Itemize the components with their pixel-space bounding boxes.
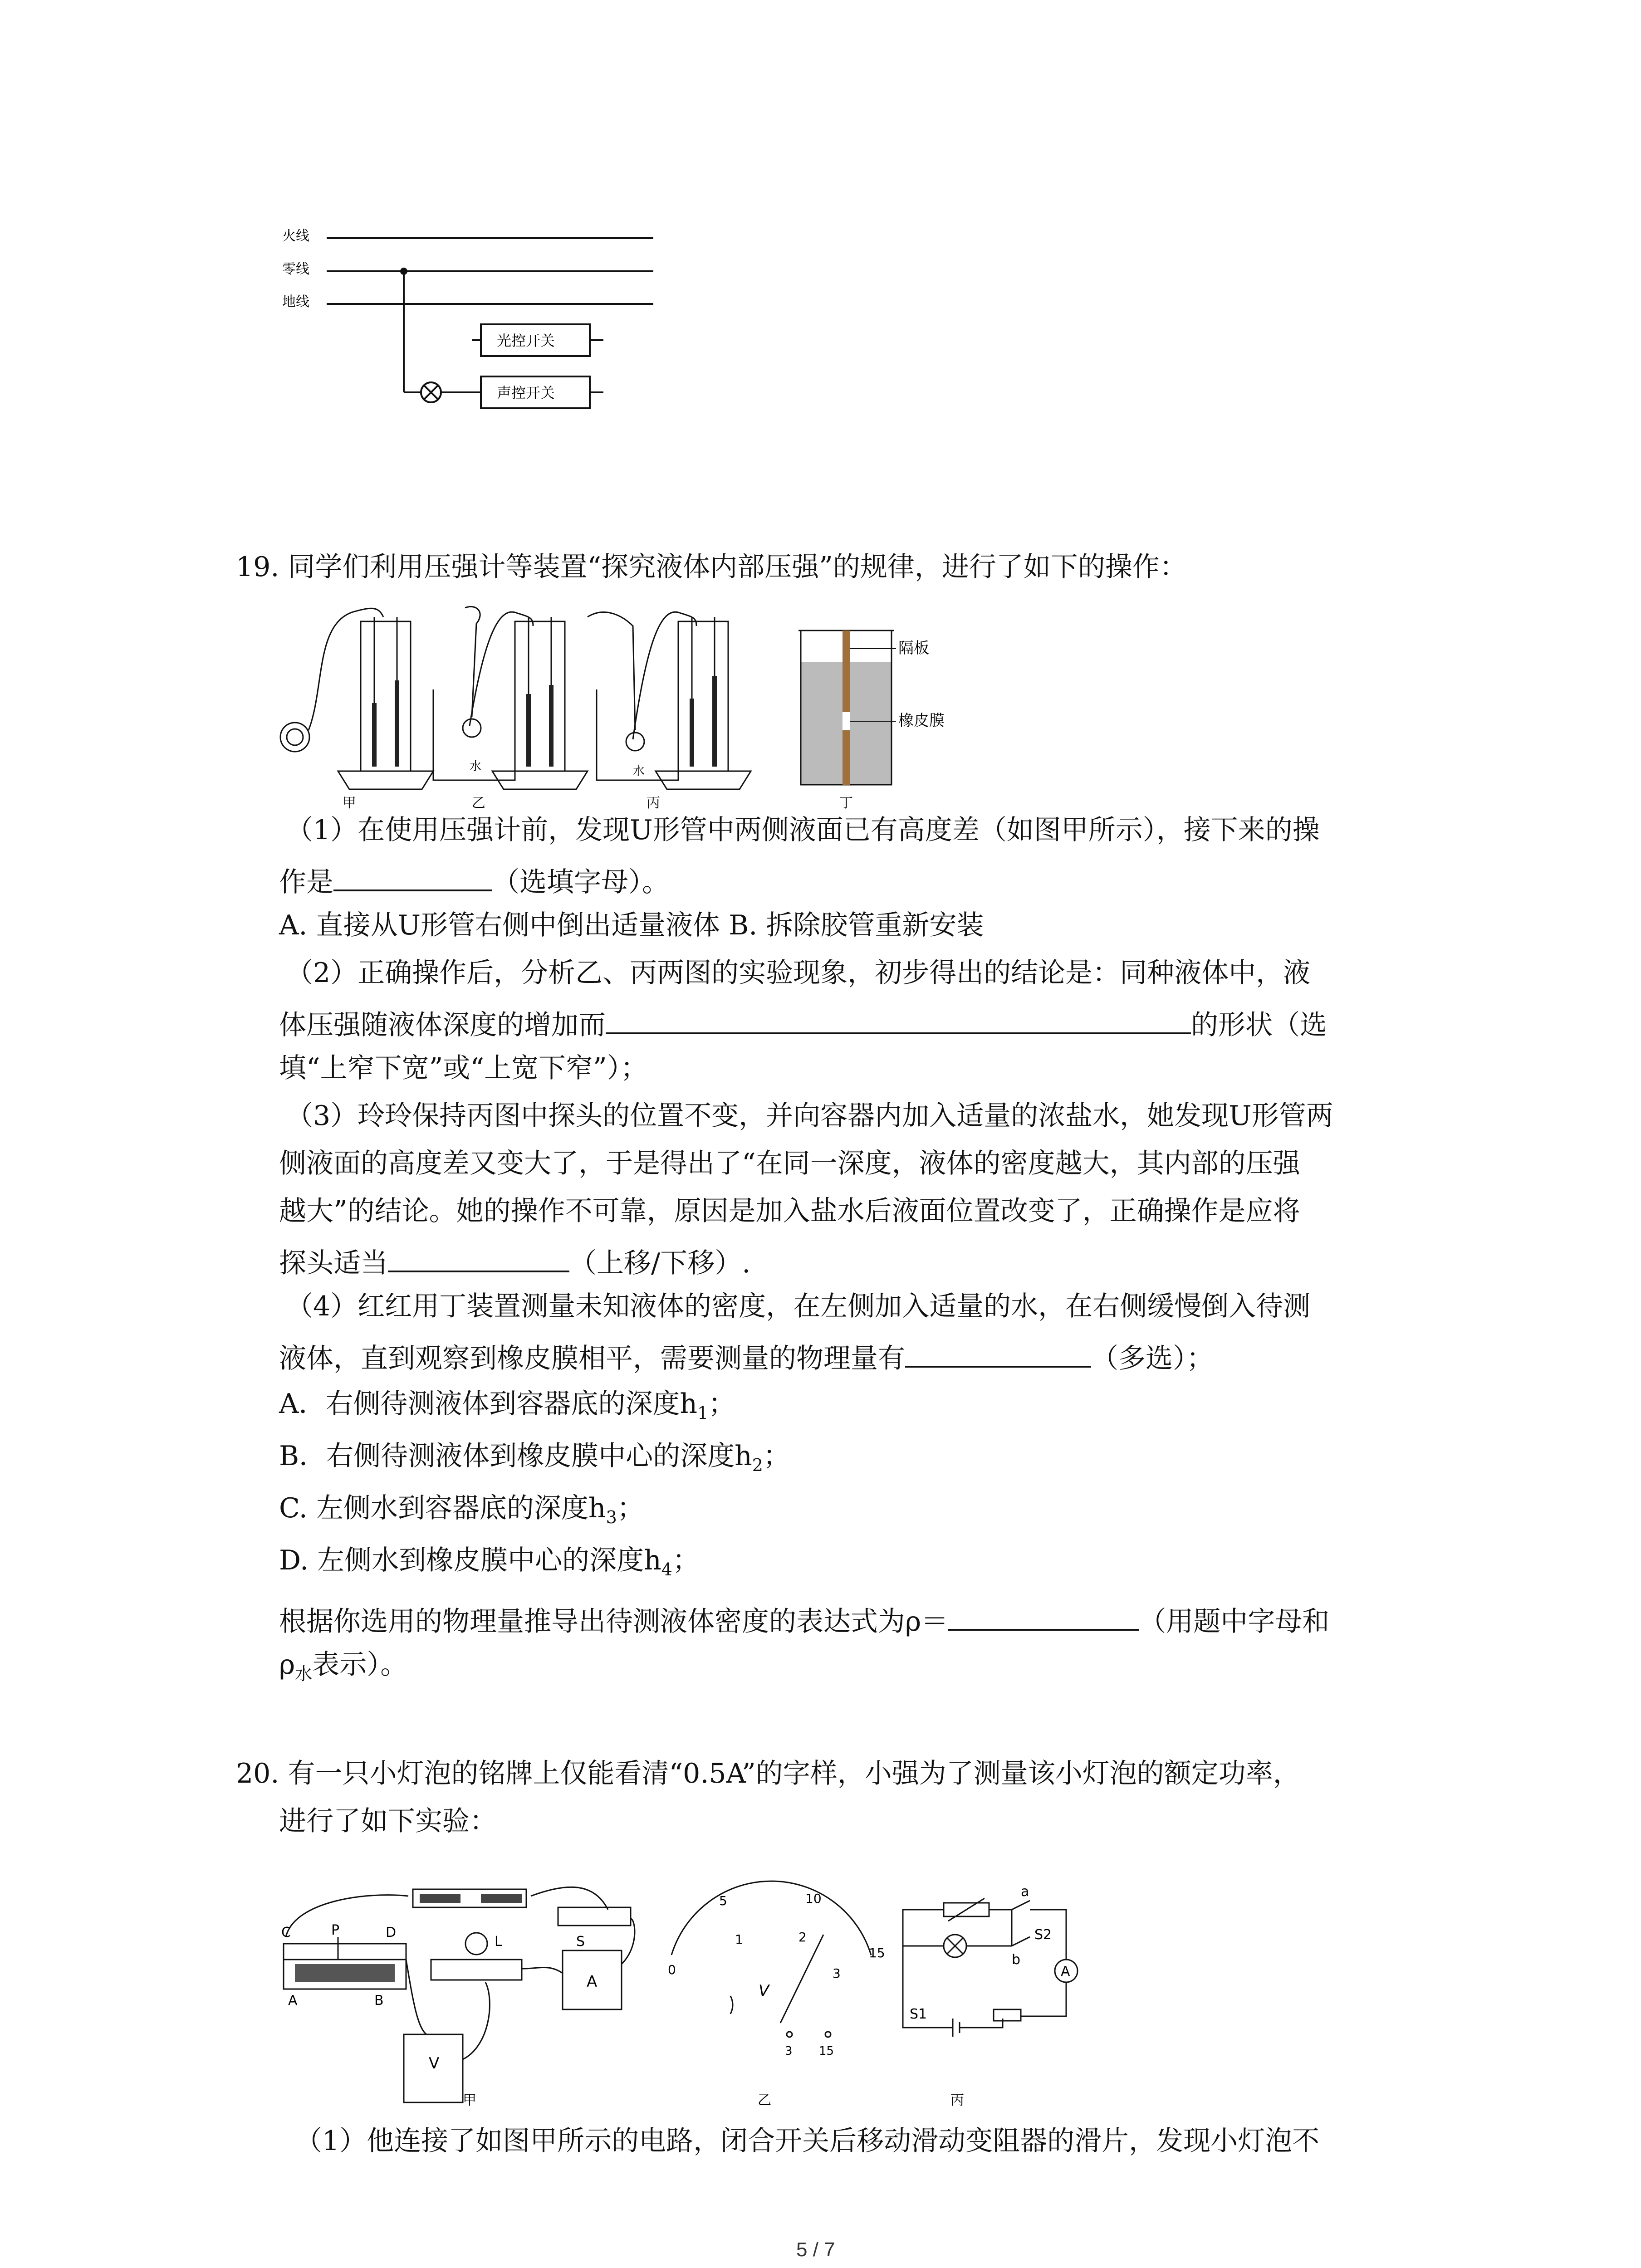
fig-label-bing: 丙: [647, 795, 660, 811]
q19-part3-line4: [279, 1245, 750, 1277]
svg-text:S1: S1: [910, 2006, 927, 2022]
svg-text:15: 15: [869, 1945, 885, 1960]
q19-final-line1: [279, 1603, 1329, 1635]
svg-text:15: 15: [819, 2044, 834, 2058]
water-label-yi: 水: [470, 760, 482, 773]
q19-final-line2: $\rho_水$表示）。: [279, 1649, 408, 1684]
q19-part1-line2: [279, 864, 669, 896]
membrane-label: 橡皮膜: [898, 712, 945, 730]
q19-option-d: D. 左侧水到橡皮膜中心的深度$h_4$；: [279, 1545, 700, 1579]
q20-part1: （1）他连接了如图甲所示的电路，闭合开关后移动滑动变阻器的滑片，发现小灯泡不: [295, 2125, 1320, 2157]
earth-wire-label: 地线: [282, 294, 309, 310]
q19-part3-suffix: （上移/下移）.: [569, 1247, 751, 1279]
answer-blank-2[interactable]: [606, 1007, 1191, 1034]
q19-part4-line1: （4）红红用丁装置测量未知液体的密度，在左侧加入适量的水，在右侧缓慢倒入待测: [286, 1290, 1311, 1322]
fig-label-yi-20: 乙: [758, 2092, 771, 2108]
q19-final-suffix: （用题中字母和: [1139, 1606, 1330, 1637]
q19-part3-prefix: 探头适当: [279, 1247, 388, 1279]
q19-part1-suffix: （选填字母）。: [492, 866, 669, 898]
svg-text:V: V: [429, 2054, 440, 2072]
answer-blank-4[interactable]: [905, 1340, 1091, 1368]
svg-text:3: 3: [833, 1966, 841, 1981]
lamp-power-circuit-figure: [277, 1855, 1107, 2109]
svg-text:5: 5: [719, 1893, 727, 1908]
fig-label-yi: 乙: [472, 795, 485, 811]
q19-part1-prefix: 作是: [279, 866, 333, 898]
q19-part1-options: A. 直接从U形管右侧中倒出适量液体 B. 拆除胶管重新安装: [279, 909, 984, 941]
q19-stem: 19. 同学们利用压强计等装置“探究液体内部压强”的规律，进行了如下的操作：: [236, 551, 1187, 583]
live-wire-label: 火线: [282, 228, 309, 244]
svg-text:10: 10: [805, 1891, 822, 1906]
q20-stem-line1: 20. 有一只小灯泡的铭牌上仅能看清“0.5A”的字样，小强为了测量该小灯泡的额定功率，: [236, 1758, 1300, 1789]
fig-label-jia-20: 甲: [463, 2092, 476, 2108]
q19-part2-prefix: 体压强随液体深度的增加而: [279, 1009, 606, 1041]
fig-label-bing-20: 丙: [950, 2092, 964, 2108]
fig-label-jia: 甲: [343, 795, 356, 811]
svg-text:A: A: [1061, 1964, 1070, 1980]
answer-blank-5[interactable]: [948, 1603, 1139, 1631]
answer-blank-3[interactable]: [388, 1245, 569, 1272]
pressure-gauge-figure: [270, 599, 945, 812]
q19-part2-line1: （2）正确操作后，分析乙、丙两图的实验现象，初步得出的结论是：同种液体中，液: [286, 957, 1311, 989]
sound-switch-label: 声控开关: [497, 384, 555, 401]
neutral-wire-label: 零线: [282, 261, 309, 277]
svg-text:b: b: [1012, 1952, 1021, 1968]
q19-option-a: A．右侧待测液体到容器底的深度$h_1$；: [279, 1388, 736, 1423]
q19-part1-line1: （1）在使用压强计前，发现U形管中两侧液面已有高度差（如图甲所示），接下来的操: [286, 814, 1320, 846]
svg-text:D: D: [386, 1925, 397, 1941]
answer-blank-1[interactable]: [333, 864, 492, 891]
svg-text:A: A: [587, 1973, 598, 1991]
light-switch-label: 光控开关: [497, 332, 555, 349]
svg-text:a: a: [1021, 1884, 1029, 1900]
svg-text:1: 1: [735, 1932, 743, 1947]
svg-text:L: L: [495, 1934, 502, 1950]
svg-text:2: 2: [798, 1930, 807, 1945]
partition-label: 隔板: [898, 639, 929, 657]
household-wiring-diagram: [272, 213, 681, 417]
water-label-bing: 水: [633, 764, 645, 778]
q19-final-prefix: 根据你选用的物理量推导出待测液体密度的表达式为ρ＝: [279, 1606, 949, 1637]
svg-text:0: 0: [668, 1962, 676, 1977]
svg-text:P: P: [331, 1922, 340, 1938]
q19-option-c: C. 左侧水到容器底的深度$h_3$；: [279, 1492, 644, 1527]
svg-text:V: V: [759, 1982, 769, 2000]
svg-text:S2: S2: [1034, 1927, 1052, 1943]
fig-label-ding: 丁: [839, 795, 853, 811]
q19-part2-line2: [279, 1007, 1327, 1039]
svg-text:S: S: [576, 1934, 585, 1950]
q20-stem-line2: 进行了如下实验：: [279, 1805, 497, 1837]
q19-part3-line2: 侧液面的高度差又变大了，于是得出了“在同一深度，液体的密度越大，其内部的压强: [279, 1148, 1300, 1179]
svg-text:3: 3: [785, 2044, 793, 2058]
q19-part3-line3: 越大”的结论。她的操作不可靠，原因是加入盐水后液面位置改变了，正确操作是应将: [279, 1195, 1300, 1227]
svg-text:B: B: [374, 1993, 384, 2009]
q19-part2-suffix: 的形状（选: [1191, 1009, 1327, 1041]
q19-part2-line3: 填“上窄下宽”或“上宽下窄”）；: [279, 1052, 648, 1084]
q19-part4-prefix: 液体，直到观察到橡皮膜相平，需要测量的物理量有: [279, 1343, 905, 1374]
q19-part4-line2: [279, 1340, 1214, 1372]
q19-part3-line1: （3）玲玲保持丙图中探头的位置不变，并向容器内加入适量的浓盐水，她发现U形管两: [286, 1100, 1333, 1132]
q19-part4-suffix: （多选）；: [1091, 1343, 1214, 1374]
svg-text:C: C: [281, 1925, 291, 1941]
q19-option-b: B．右侧待测液体到橡皮膜中心的深度$h_2$；: [279, 1440, 790, 1475]
svg-text:A: A: [288, 1993, 298, 2009]
page-number: 5 / 7: [796, 2239, 835, 2261]
